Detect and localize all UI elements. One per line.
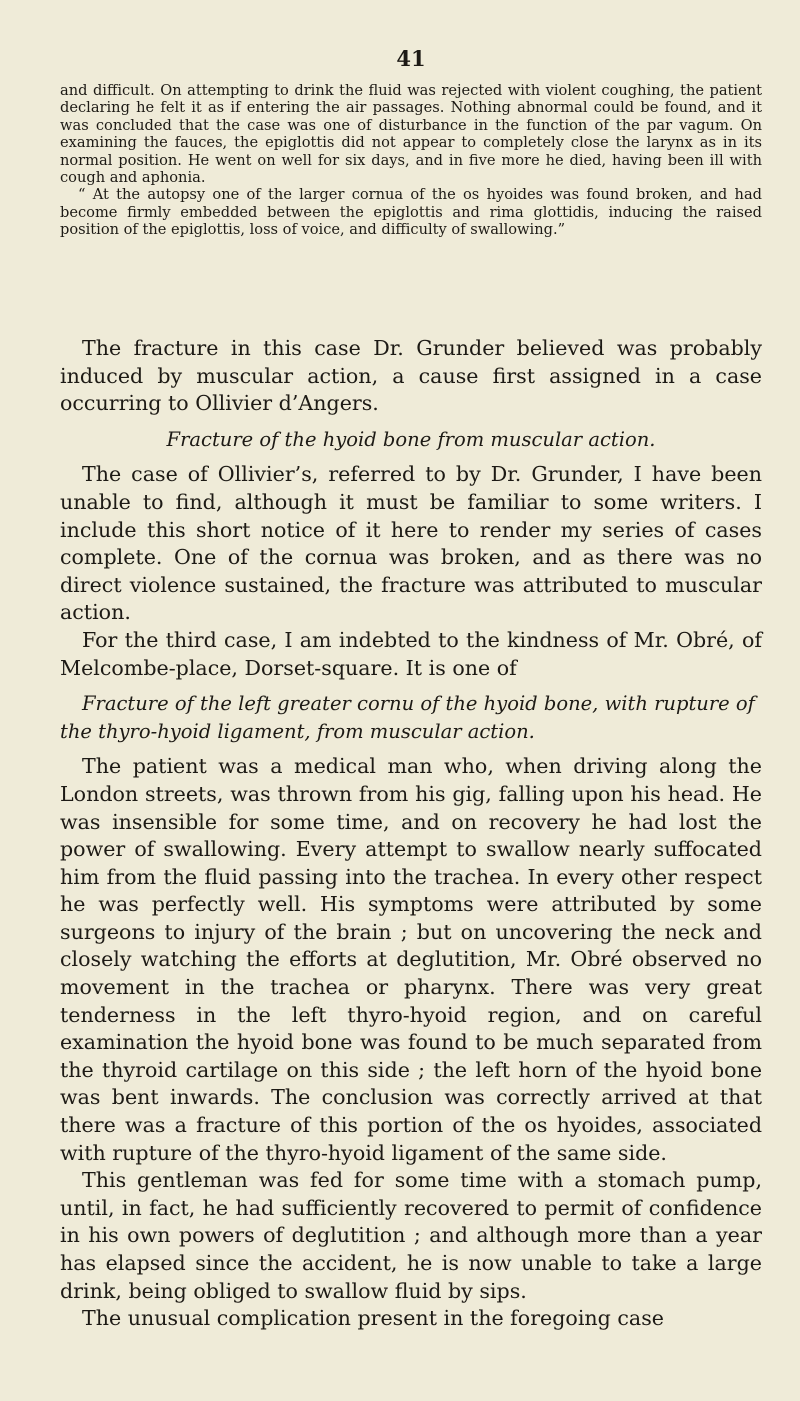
autopsy-paragraph: “ At the autopsy one of the larger cornua of the os hyoides was found broken, and had become firmly embedded between the epiglottis and rima glottidis, inducing the raised position of the epiglottis, loss of voice, and difficulty of swallowing.” — [60, 186, 762, 239]
body-paragraph: The patient was a medical man who, when driving along the London streets, was thrown from his gig, falling upon his head. He was insensible for some time, and on recovery he had lost the power of swallowing. Every attempt to swallow nearly suffocated him from the fluid passing into the trachea. In every other respect he was perfectly well. His symptoms were attributed by some surgeons to injury of the brain ; but on uncovering the neck and closely watching the efforts at deglutition, Mr. Obré observed no movement in the trachea or pharynx. There was very great tenderness in the left thyro-hyoid region, and on careful examination the hyoid bone was found to be much separated from the thyroid cartilage on this side ; the left horn of the hyoid bone was bent inwards. The conclusion was correctly arrived at that there was a fracture of this portion of the os hyoides, associated with rupture of the thyro-hyoid ligament of the same side. — [60, 754, 762, 1165]
quoted-case-report — [60, 82, 762, 239]
main-text — [60, 335, 762, 1333]
body-paragraph: The fracture in this case Dr. Grunder believed was probably induced by muscular action, a cause first assigned in a case occurring to Ollivier d’Angers. — [60, 336, 762, 416]
case-report-paragraph: and difficult. On attempting to drink the fluid was rejected with violent coughing, the patient declaring he felt it as if entering the air passages. Nothing abnormal could be found, and it was concluded that the case was one of disturbance in the function of the par vagum. On examining the fauces, the epiglottis did not appear to completely close the larynx as in its normal position. He went on well for six days, and in five more he died, having been ill with cough and aphonia. — [60, 82, 762, 187]
body-paragraph: The unusual complication present in the foregoing case — [82, 1306, 664, 1331]
section-heading: Fracture of the hyoid bone from muscular action. — [166, 427, 656, 451]
body-paragraph: This gentleman was fed for some time with a stomach pump, until, in fact, he had sufficiently recovered to permit of confidence in his own powers of deglutition ; and although more than a year has elapsed since the accident, he is now unable to take a large drink, being obliged to swallow fluid by sips. — [60, 1168, 762, 1303]
body-paragraph: The case of Ollivier’s, referred to by Dr. Grunder, I have been unable to find, although it must be familiar to some writers. I include this short notice of it here to render my series of cases complete. One of the cornua was broken, and as there was no direct violence sustained, the fracture was attributed to muscular action. — [60, 462, 762, 625]
section-heading: Fracture of the left greater cornu of the hyoid bone, with rupture of the thyro-hyoid ligament, from muscular action. — [60, 692, 755, 743]
book-page — [60, 0, 762, 1401]
page-number: 41 — [396, 46, 426, 71]
body-paragraph: For the third case, I am indebted to the kindness of Mr. Obré, of Melcombe-place, Dorset-square. It is one of — [60, 627, 762, 680]
